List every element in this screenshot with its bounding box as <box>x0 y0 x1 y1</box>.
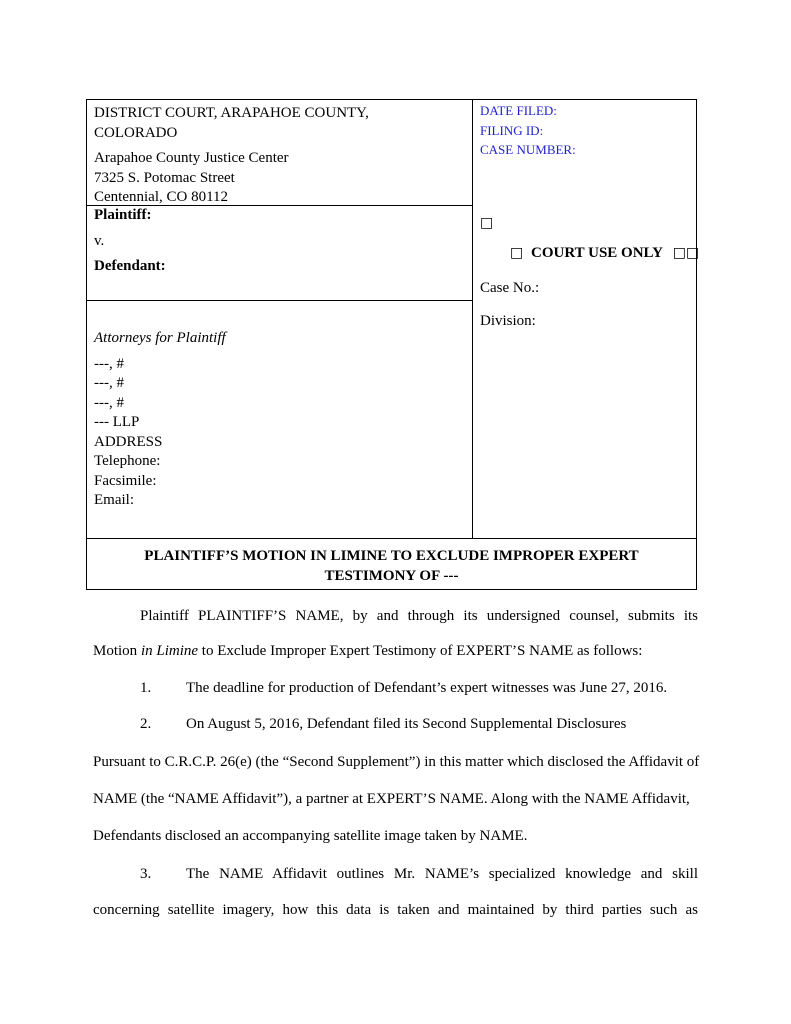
attorney-telephone: Telephone: <box>94 453 161 469</box>
item-text: On August 5, 2016, Defendant filed its Second Supplemental Disclosures <box>186 716 627 732</box>
court-use-only-label: COURT USE ONLY <box>530 245 663 261</box>
caption-vertical-divider <box>472 100 473 539</box>
attorney-line: ---, # <box>94 394 124 411</box>
attorney-line: ---, # <box>94 375 124 391</box>
intro-paragraph-line2 <box>93 643 642 660</box>
motion-title-line2: TESTIMONY OF --- <box>324 568 459 584</box>
placeholder-box-icon: □ <box>672 245 686 261</box>
defendant-label: Defendant: <box>94 258 166 274</box>
court-address-line2: 7325 S. Potomac Street <box>94 169 235 186</box>
division-label: Division: <box>480 313 536 329</box>
caption-divider-attorneys <box>87 300 472 301</box>
case-no-label: Case No.: <box>480 280 540 296</box>
item-number: 3. <box>140 866 152 882</box>
attorney-email: Email: <box>94 492 134 508</box>
motion-title <box>87 546 696 586</box>
placeholder-box-icon: □ <box>510 245 524 261</box>
item-continuation: NAME (the “NAME Affidavit”), a partner at EXPERT’S NAME. Along with the NAME Affidavit, <box>93 791 690 807</box>
intro-text-a: Motion <box>93 643 141 659</box>
attorney-address: ADDRESS <box>94 433 163 450</box>
intro-text-b: to Exclude Improper Expert Testimony of EXPERT’S NAME as follows: <box>198 643 643 659</box>
placeholder-box-icon: □ <box>685 245 700 261</box>
versus-label: v. <box>94 232 105 249</box>
court-block <box>94 104 369 208</box>
item-text: The deadline for production of Defendant’s expert witnesses was June 27, 2016. <box>186 680 668 696</box>
court-address-line1: Arapahoe County Justice Center <box>94 150 289 166</box>
court-address-line3: Centennial, CO 80112 <box>94 189 229 205</box>
intro-paragraph-line1: Plaintiff PLAINTIFF’S NAME, by and through its undersigned counsel, submits its <box>140 608 698 624</box>
attorney-firm: --- LLP <box>94 414 140 430</box>
attorney-line: ---, # <box>94 355 124 372</box>
case-number-label: CASE NUMBER: <box>480 142 576 157</box>
item-number: 1. <box>140 680 152 696</box>
item-number: 2. <box>140 716 152 732</box>
filing-id-label: FILING ID: <box>480 122 544 138</box>
item-text: The NAME Affidavit outlines Mr. NAME’s specialized knowledge and skill <box>186 866 698 882</box>
parties-block <box>94 206 166 277</box>
item-continuation: Defendants disclosed an accompanying satellite image taken by NAME. <box>93 828 528 844</box>
plaintiff-label: Plaintiff: <box>94 207 152 223</box>
court-use-only-row <box>510 245 699 262</box>
motion-title-line1: PLAINTIFF’S MOTION IN LIMINE TO EXCLUDE IMPROPER EXPERT <box>144 548 639 564</box>
item-continuation: Pursuant to C.R.C.P. 26(e) (the “Second Supplement”) in this matter which disclosed the Affidavit of <box>93 754 700 770</box>
date-filed-label: DATE FILED: <box>480 103 557 118</box>
attorneys-block <box>94 329 226 511</box>
attorneys-heading: Attorneys for Plaintiff <box>94 330 226 346</box>
case-caption-box <box>86 99 700 590</box>
in-limine-italic: in Limine <box>140 643 199 659</box>
court-name-line1: DISTRICT COURT, ARAPAHOE COUNTY, <box>94 105 369 121</box>
item-continuation: concerning satellite imagery, how this data is taken and maintained by third parties such as <box>93 902 698 918</box>
filing-info-block <box>480 101 576 160</box>
court-name-line2: COLORADO <box>94 124 178 141</box>
attorney-facsimile: Facsimile: <box>94 472 157 489</box>
placeholder-box-icon: □ <box>480 215 494 231</box>
caption-divider-title <box>87 538 696 539</box>
